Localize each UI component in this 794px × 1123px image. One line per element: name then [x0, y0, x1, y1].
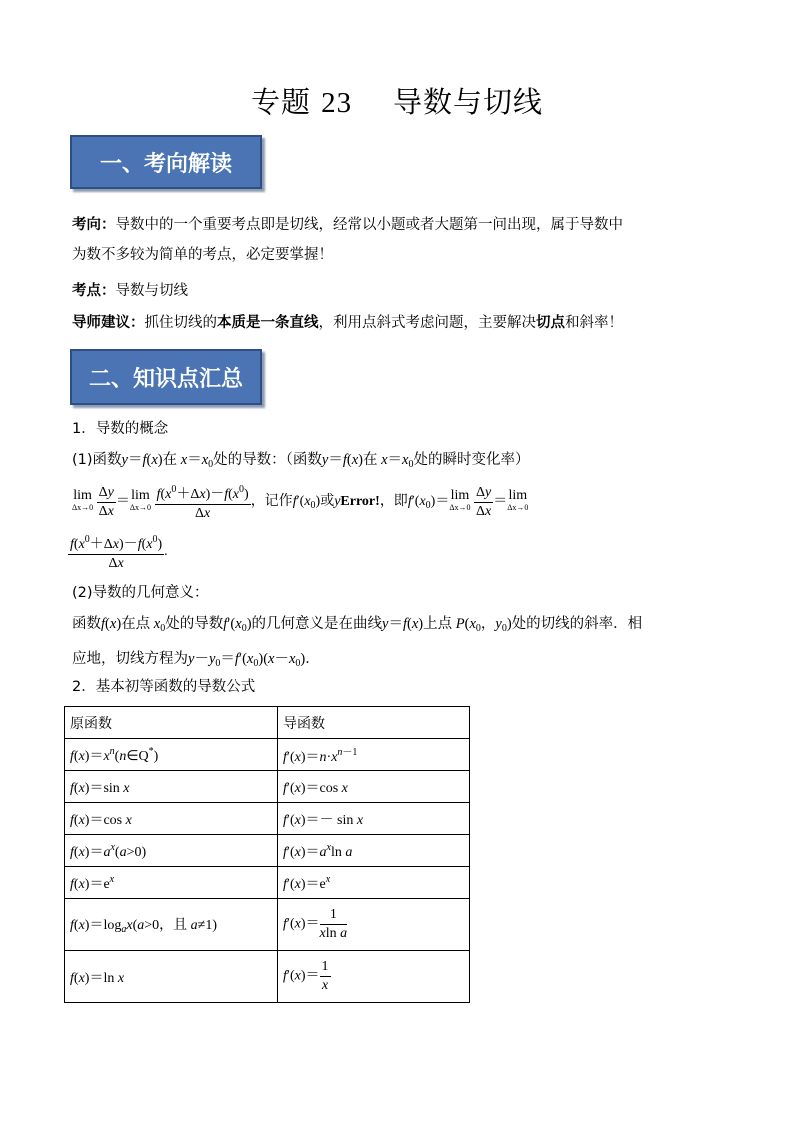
- row-exp-a-derivative: $f'(x)=a^x\ln$ a: [278, 835, 470, 867]
- concept-item-2: [72, 578, 732, 608]
- table-row: [65, 771, 470, 803]
- x-eq-x0-1: $x=x_0$: [180, 452, 214, 470]
- formulas-heading: [72, 672, 732, 702]
- geo-c: 处的导数: [165, 616, 224, 632]
- row-power-derivative: $f'(x)=n\cdot x^{n-1}$: [278, 739, 470, 771]
- frac-difference-1: $\frac{f(x^0+\Delta x)-f(x^0)}{\Delta x}$: [155, 481, 251, 523]
- kaoxiang-line1: 导数中的一个重要考点即是切线，经常以小题或者大题第一问出现，属于导数中: [115, 217, 623, 233]
- row-exp-e-derivative: $f'(x)=e^x$: [278, 867, 470, 899]
- row-ln-original: f(x)＝ln x: [65, 951, 278, 1003]
- advice-paragraph: [72, 308, 732, 338]
- fx-expr-2: y＝f(x): [321, 452, 363, 468]
- lim-4: lim Δx→0: [507, 488, 529, 512]
- section-heading-2: [70, 349, 262, 405]
- row-sin-derivative: f′(x)＝cos x: [278, 771, 470, 803]
- section-heading-1-label: 一、考向解读: [99, 151, 232, 177]
- cond-and: ，且: [159, 917, 188, 933]
- kaoxiang-paragraph: [72, 210, 732, 270]
- geo-point: $P(x_0$，$y_0$): [455, 616, 512, 634]
- geo-fx: f(x): [101, 616, 122, 632]
- table-row: [65, 803, 470, 835]
- row-power-original: $f(x)=x^n(n\in Q^*)$: [65, 739, 278, 771]
- table-row: [65, 739, 470, 771]
- lim-1: lim Δx→0: [72, 488, 94, 512]
- row-exp-a-original: $f(x)=a^x(a>0)$: [65, 835, 278, 867]
- geo-b: 在点: [121, 616, 151, 632]
- concept-heading: [72, 414, 732, 444]
- row-cos-derivative: f′(x)＝－ sin x: [278, 803, 470, 835]
- fx-expr-1: y＝f(x): [121, 452, 163, 468]
- geo-d: 的几何意义是在曲线: [251, 616, 383, 632]
- frac-dy-dx-1: $\frac{\Delta y}{\Delta x}$: [98, 484, 114, 519]
- title-text: 导数与切线: [393, 85, 544, 119]
- advice-bold-2: 切点: [536, 315, 565, 331]
- geo-fprime: $f'(x_0)$: [223, 616, 252, 634]
- row-log-a-derivative: f′(x)＝ $\frac{1}{\text{xln a}}$: [278, 899, 470, 951]
- advice-t3: 和斜率！: [565, 315, 623, 331]
- section-heading-1: [70, 135, 262, 189]
- kaodian-text: 导数与切线: [115, 283, 188, 299]
- error-text: Error!: [340, 494, 380, 510]
- table-row: [65, 867, 470, 899]
- geo-f: 处的切线的斜率．相: [511, 616, 643, 632]
- concept-heading-text: 1．导数的概念: [72, 421, 169, 437]
- table-row: [65, 899, 470, 951]
- item1-end: 处的瞬时变化率）: [413, 452, 530, 468]
- limit-definition: lim Δx→0 $\frac{\Delta y}{\Delta x}$ ＝ lim Δx→0 $\frac{f(x^0+\Delta x)-f(x^0)}{\Delta x}$ ，记作$f'(x_0)$或yError!，即$f'(x_0)=$ lim Δx→0 $\frac{\Delta y}{\Delta x}$ ＝ lim Δx→0: [72, 481, 732, 523]
- item1-mid: 在: [162, 452, 178, 468]
- advice-t2: ，利用点斜式考虑问题，主要解决: [318, 315, 536, 331]
- concept-item-1: [72, 445, 732, 480]
- cond-r: >0: [126, 844, 142, 860]
- kaoxiang-line2: 为数不多较为简单的考点，必定要掌握！: [72, 247, 333, 263]
- geometric-meaning: [72, 609, 732, 679]
- frac-log-a: $\frac{1}{\text{xln a}}$: [319, 907, 348, 941]
- kaoxiang-label: 考向：: [72, 217, 116, 233]
- advice-bold-1: 本质是一条直线: [217, 315, 319, 331]
- row-log-a-original: $f(x)=\log_ax(a>0$，且 a≠1): [65, 899, 278, 951]
- lim-2: lim Δx→0: [129, 488, 152, 512]
- geo-curve: y＝f(x): [382, 616, 424, 632]
- record-text: ，记作: [250, 493, 293, 510]
- title-number: 23: [321, 87, 353, 119]
- item1-at: 处的导数：（函数: [213, 452, 322, 468]
- table-row: [65, 835, 470, 867]
- frac-ln: $\frac{1}{x}$: [321, 959, 329, 993]
- table-header-derivative: 导函数: [278, 707, 470, 739]
- limit-definition-continued: $\frac{f(x^0+\Delta x)-f(x^0)}{\Delta x}$ .: [68, 531, 168, 573]
- geo-x0: $x_0$: [153, 616, 166, 634]
- kaodian-paragraph: [72, 276, 732, 306]
- derivative-table: [64, 706, 470, 1003]
- row-ln-derivative: f′(x)＝ $\frac{1}{x}$: [278, 951, 470, 1003]
- kaodian-label: 考点：: [72, 283, 116, 299]
- table-row: [65, 951, 470, 1003]
- or-text: 或: [320, 493, 335, 510]
- row-exp-e-original: $f(x)=e^x$: [65, 867, 278, 899]
- page-title: [0, 80, 794, 121]
- concept-item-2-text: (2)导数的几何意义：: [72, 585, 209, 601]
- geo-h: ．: [305, 651, 320, 667]
- advice-t1: 抓住切线的: [144, 315, 217, 331]
- frac-difference-2: $\frac{f(x^0+\Delta x)-f(x^0)}{\Delta x}$: [68, 531, 164, 573]
- then-text: ，即: [379, 493, 408, 510]
- item1-mid2: 在: [362, 452, 378, 468]
- lim-3: lim Δx→0: [449, 488, 471, 512]
- advice-label: 导师建议：: [72, 315, 145, 331]
- row-sin-original: f(x)＝sin x: [65, 771, 278, 803]
- title-prefix: 专题: [250, 85, 311, 119]
- frac-dy-dx-2: $\frac{\Delta y}{\Delta x}$: [475, 484, 492, 519]
- section-heading-2-label: 二、知识点汇总: [88, 366, 243, 392]
- item1-prefix: (1)函数: [72, 452, 122, 468]
- tangent-equation: $y-y_0=f'(x_0)(x-x_0)$: [188, 651, 306, 669]
- geo-a: 函数: [72, 616, 101, 632]
- table-header-original: 原函数: [65, 707, 278, 739]
- geo-g: 应地，切线方程为: [72, 651, 188, 667]
- x-eq-x0-2: $x=x_0$: [381, 452, 414, 470]
- row-cos-original: f(x)＝cos x: [65, 803, 278, 835]
- table-header-row: [65, 707, 470, 739]
- formulas-heading-text: 2．基本初等函数的导数公式: [72, 679, 256, 695]
- geo-e: 上点: [423, 616, 453, 632]
